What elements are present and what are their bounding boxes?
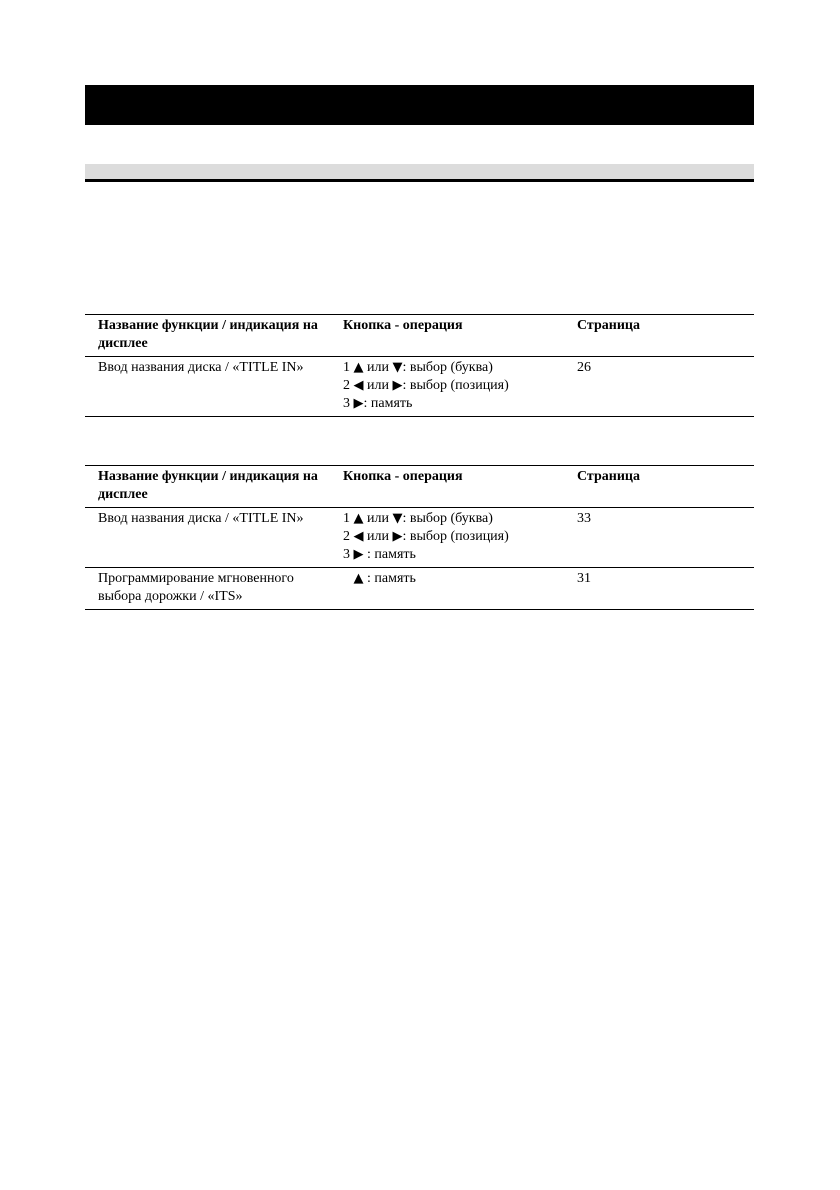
table-row: [85, 568, 754, 610]
arrow-up-icon: ▲: [353, 360, 364, 375]
operation-step: ▲ : память: [353, 571, 416, 586]
operation-step: 3 ▶ : память: [343, 547, 416, 562]
function-name-cell: Программирование мгновенного выбора дорожки / «ITS»: [98, 571, 294, 604]
arrow-up-icon: ▲: [353, 571, 364, 586]
function-table-2: [85, 465, 754, 610]
arrow-right-icon: ▶: [392, 529, 403, 544]
table-row: [85, 357, 754, 417]
table-body: [85, 508, 754, 610]
operation-cell: [330, 357, 564, 417]
arrow-left-icon: ◀: [353, 529, 364, 544]
table-body: [85, 357, 754, 417]
operation-step: 1 ▲ или ▼: выбор (буква): [343, 511, 493, 526]
function-name-cell: Ввод названия диска / «TITLE IN»: [98, 511, 304, 526]
operation-step: 2 ◀ или ▶: выбор (позиция): [343, 378, 509, 393]
column-header-operation: Кнопка - операция: [343, 318, 463, 333]
operation-step: 1 ▲ или ▼: выбор (буква): [343, 360, 493, 375]
column-header-name: Название функции / индикация на дисплее: [98, 469, 318, 502]
column-header-page: Страница: [577, 469, 640, 484]
operation-step: 3 ▶: память: [343, 396, 413, 411]
function-name-cell: Ввод названия диска / «TITLE IN»: [98, 360, 304, 375]
arrow-left-icon: ◀: [353, 378, 364, 393]
arrow-right-icon: ▶: [353, 396, 364, 411]
arrow-down-icon: ▼: [392, 511, 403, 526]
column-header-page: Страница: [577, 318, 640, 333]
table-header-row: [85, 466, 754, 508]
section-header-bar: [85, 164, 754, 182]
table-row: [85, 508, 754, 568]
page-number-cell: 31: [577, 571, 591, 586]
table-header-row: [85, 315, 754, 357]
operation-step: 2 ◀ или ▶: выбор (позиция): [343, 529, 509, 544]
arrow-right-icon: ▶: [392, 378, 403, 393]
arrow-up-icon: ▲: [353, 511, 364, 526]
arrow-down-icon: ▼: [392, 360, 403, 375]
function-table-1: [85, 314, 754, 417]
column-header-operation: Кнопка - операция: [343, 469, 463, 484]
operation-cell: [330, 568, 564, 610]
page-number-cell: 26: [577, 360, 591, 375]
page-number-cell: 33: [577, 511, 591, 526]
column-header-name: Название функции / индикация на дисплее: [98, 318, 318, 351]
arrow-right-icon: ▶: [353, 547, 364, 562]
operation-cell: [330, 508, 564, 568]
page-title-bar: [85, 85, 754, 125]
